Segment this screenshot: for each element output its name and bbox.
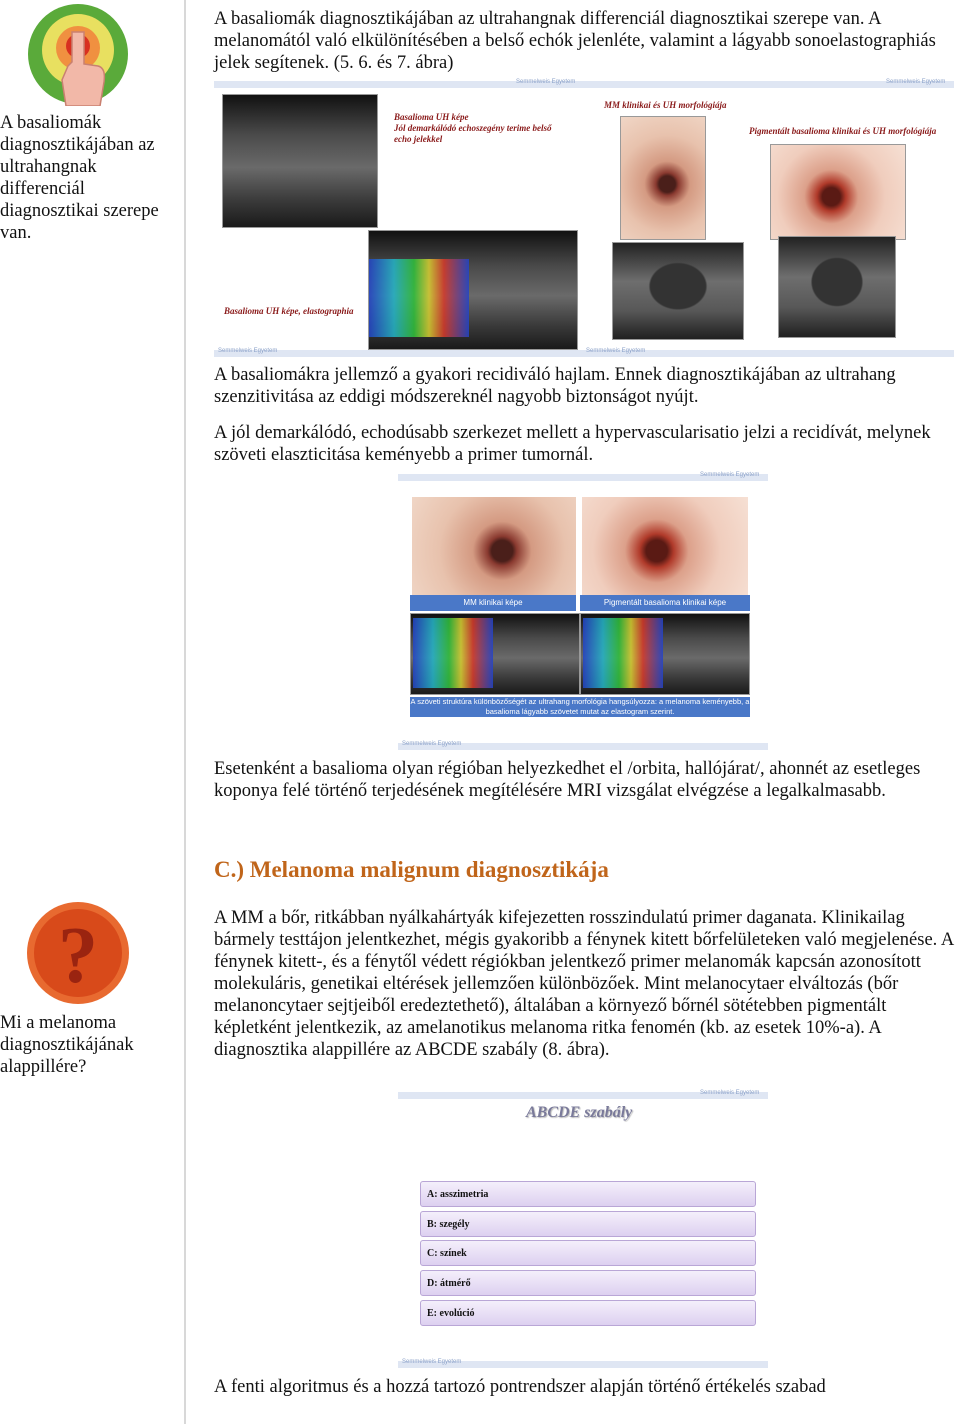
paragraph-basalioma-diagnostics: A basaliomák diagnosztikájában az ultrahangnak differenciál diagnosztikai szerepe van. A melanomától való elkülönítésében a belső echók jelenléte, valamint a lágyabb sonoelastographiás jelek segítenek. (5. 6. és 7. ábra) xyxy=(214,9,936,73)
column-divider xyxy=(184,0,186,1424)
pigmented-basalioma-photo xyxy=(770,144,906,240)
sidebar-note-basalioma: A basaliomák diagnosztikájában az ultrahangnak differenciál diagnosztikai szerepe van. xyxy=(0,113,159,243)
caption-mm: MM klinikai és UH morfológiája xyxy=(604,100,727,110)
label-pigmented-clinical: Pigmentált basalioma klinikai képe xyxy=(580,595,750,611)
abcde-title: ABCDE szabály xyxy=(526,1104,633,1121)
finger-touch-icon xyxy=(26,2,130,106)
mm-ultrasound-image xyxy=(612,242,744,340)
mm-clinical-photo xyxy=(620,116,706,240)
paragraph-melanoma: A MM a bőr, ritkábban nyálkahártyák kifejezetten rosszindulatú primer daganata. Klinikailag bármely testtájon jelentkezhet, mégis gyakoribb a fénynek kitett bőrfelületeken való megjelenése. A fénynek kitett-, és a fénytől védett régiókban jelentkező primer melanomák kapcsán azonosított molekuláris, genetikai eltérések jellemzően különbözőek. Mint melanocytaer elváltozás (bőr melanoncytaer sejtjeiből eredeztethető), általában a környező bőrnél sötétebben pigmentált képletként jelentkezik, az amelanotikus melanoma ritka fenomén (kb. az esetek 10%-a). A diagnosztika alappillére az ABCDE szabály (8. ábra). xyxy=(214,908,954,1060)
basalioma-ultrasound-image xyxy=(778,236,896,338)
ultrasound-image xyxy=(222,94,378,228)
basalioma-elastogram xyxy=(580,613,750,695)
mm-elastogram xyxy=(410,613,580,695)
abcde-item-e: E: evolúció xyxy=(420,1300,756,1326)
svg-text:?: ? xyxy=(58,912,98,1000)
paragraph-mri: Esetenként a basalioma olyan régióban helyezkedhet el /orbita, hallójárat/, ahonnét az esetleges koponya felé történő terjedésének megítélésére MRI vizsgálat elvégzése a legalkalmasabb. xyxy=(214,759,921,801)
paragraph-recurrence: A basaliomákra jellemző a gyakori recidiváló hajlam. Ennek diagnosztikájában az ultrahang szenzitivitása az eddigi módszereknél nagyobb biztonságot nyújt. xyxy=(214,365,896,407)
question-mark-icon xyxy=(24,900,132,1006)
slide-footer-bar-3: Semmelweis Egyetem xyxy=(398,1361,768,1368)
figure-basalioma-ultrasound xyxy=(214,88,954,350)
section-heading-melanoma: C.) Melanoma malignum diagnosztikája xyxy=(214,857,609,882)
slide-header-bar: Semmelweis Egyetem Semmelweis Egyetem xyxy=(214,81,954,88)
slide-header-bar-2: Semmelweis Egyetem xyxy=(398,474,768,481)
label-mm-clinical: MM klinikai képe xyxy=(410,595,576,611)
slide-footer-bar-2: Semmelweis Egyetem xyxy=(398,743,768,750)
abcde-item-c: C: színek xyxy=(420,1240,756,1266)
abcde-item-d: D: átmérő xyxy=(420,1270,756,1296)
mm-clinical-photo-2 xyxy=(412,497,576,595)
slide-footer-bar: Semmelweis Egyetem Semmelweis Egyetem xyxy=(214,350,954,357)
abcde-item-b: B: szegély xyxy=(420,1211,756,1237)
paragraph-hypervascularisation: A jól demarkálódó, echodúsabb szerkezet mellett a hypervascularisatio jelzi a recidívát, melynek szöveti elaszticitása keményebb a primer tumornál. xyxy=(214,423,931,465)
abcde-item-a: A: asszimetria xyxy=(420,1181,756,1207)
elastography-image xyxy=(368,230,578,350)
caption-pigmented-basalioma: Pigmentált basalioma klinikai és UH morfológiája xyxy=(749,126,937,136)
caption-elastography: Basalioma UH képe, elastographia xyxy=(224,306,354,316)
paragraph-algorithm: A fenti algoritmus és a hozzá tartozó pontrendszer alapján történő értékelés szabad xyxy=(214,1377,826,1397)
caption-tissue-structure: A szöveti struktúra különbözőségét az ultrahang morfológia hangsúlyozza: a melanoma keményebb, a basalioma lágyabb szövetet mutat az elastogram szerint. xyxy=(410,697,750,716)
sidebar-note-melanoma: Mi a melanoma diagnosztikájának alappillére? xyxy=(0,1013,134,1077)
slide-header-bar-3: Semmelweis Egyetem xyxy=(398,1092,768,1099)
figure-mm-vs-basalioma xyxy=(398,481,768,743)
pigmented-basalioma-photo-2 xyxy=(582,497,748,595)
caption-basalioma-us: Basalioma UH képe Jól demarkálódó echoszegény terime belső echo jelekkel xyxy=(394,112,552,144)
